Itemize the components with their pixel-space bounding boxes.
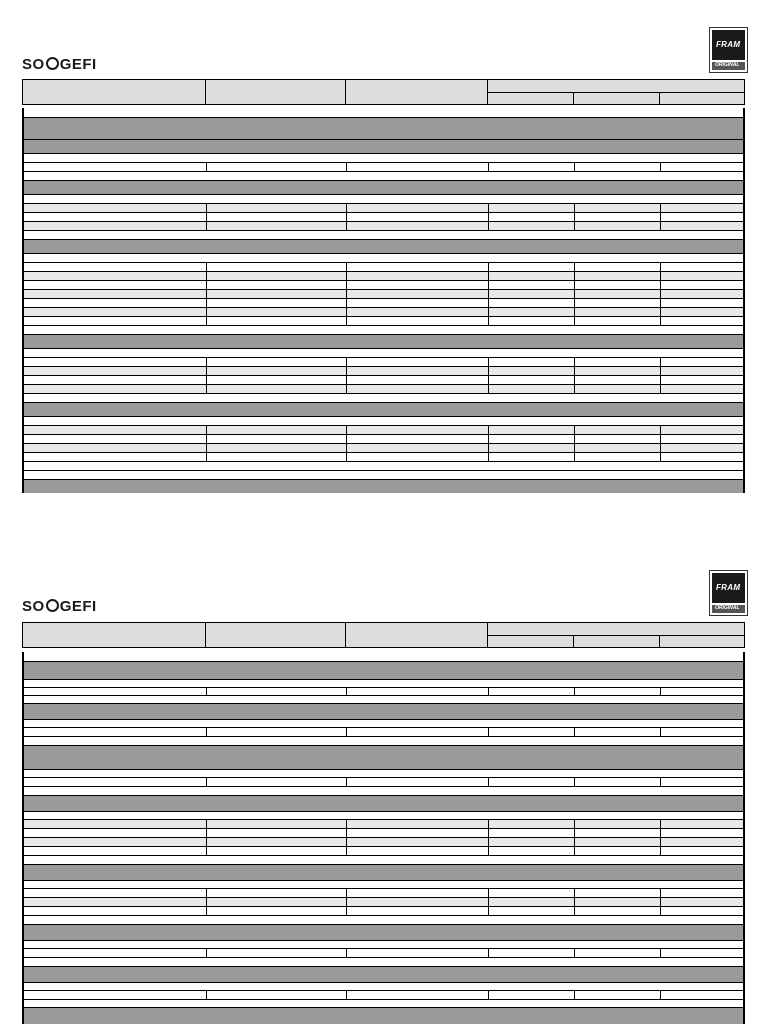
column-divider [206, 163, 207, 171]
column-divider [574, 204, 575, 212]
column-divider [488, 272, 489, 280]
column-divider [660, 222, 661, 230]
column-divider [346, 898, 347, 906]
table-row [24, 847, 743, 856]
column-divider [660, 889, 661, 897]
column-divider [346, 426, 347, 434]
column-divider [488, 820, 489, 828]
column-divider [488, 299, 489, 307]
table-row [24, 471, 743, 480]
table-row [24, 958, 743, 967]
section-band [24, 796, 743, 812]
section-band [24, 140, 743, 154]
column-divider [346, 213, 347, 221]
column-divider [346, 263, 347, 271]
table-row [24, 154, 743, 163]
column-divider [206, 435, 207, 443]
table-row [24, 417, 743, 426]
table-row [24, 949, 743, 958]
column-divider [574, 426, 575, 434]
column-divider [488, 163, 489, 171]
table-row [24, 787, 743, 796]
table-row [24, 435, 743, 444]
column-divider [346, 847, 347, 855]
column-divider [488, 949, 489, 957]
column-divider [346, 358, 347, 366]
column-divider [206, 838, 207, 846]
column-divider [346, 820, 347, 828]
table-row [24, 881, 743, 889]
table-row [24, 916, 743, 925]
column-divider [346, 444, 347, 452]
table-row [24, 907, 743, 916]
column-divider [488, 435, 489, 443]
section-band [24, 967, 743, 983]
column-divider [346, 222, 347, 230]
column-divider [346, 376, 347, 384]
column-divider [206, 358, 207, 366]
table-row [24, 394, 743, 403]
column-divider [574, 847, 575, 855]
column-divider [574, 949, 575, 957]
table-row [24, 829, 743, 838]
column-divider [488, 204, 489, 212]
table-row [24, 778, 743, 787]
fram-original-logo: FRAM ORIGINAL [709, 570, 748, 616]
column-divider [488, 444, 489, 452]
column-divider [574, 272, 575, 280]
table-row [24, 263, 743, 272]
column-divider [346, 453, 347, 461]
column-divider [574, 898, 575, 906]
column-divider [346, 907, 347, 915]
column-divider [206, 728, 207, 736]
table-row [24, 898, 743, 907]
table-row [24, 652, 743, 662]
column-divider [488, 728, 489, 736]
table-row [24, 856, 743, 865]
column-divider [660, 317, 661, 325]
column-divider [574, 376, 575, 384]
table-row [24, 426, 743, 435]
column-divider [346, 367, 347, 375]
parts-table [22, 652, 745, 1024]
column-divider [346, 728, 347, 736]
table-row [24, 231, 743, 240]
column-divider [345, 80, 488, 104]
table-row [24, 720, 743, 728]
column-divider [660, 204, 661, 212]
column-divider [205, 623, 346, 647]
column-divider [573, 636, 660, 647]
column-divider [206, 991, 207, 999]
section-band [24, 662, 743, 680]
table-row [24, 688, 743, 696]
column-divider [346, 838, 347, 846]
column-divider [573, 93, 660, 104]
column-divider [206, 204, 207, 212]
column-divider [488, 308, 489, 316]
section-band [24, 865, 743, 881]
column-divider [574, 281, 575, 289]
column-divider [487, 636, 574, 647]
sogefi-logo: SO GEFI [22, 598, 97, 615]
column-divider [574, 820, 575, 828]
column-divider [346, 272, 347, 280]
column-divider [574, 358, 575, 366]
column-divider [660, 299, 661, 307]
column-divider [574, 263, 575, 271]
column-divider [488, 263, 489, 271]
column-divider [660, 838, 661, 846]
table-row [24, 213, 743, 222]
column-divider [574, 385, 575, 393]
column-divider [346, 290, 347, 298]
column-divider [206, 898, 207, 906]
table-row [24, 462, 743, 471]
column-divider [488, 367, 489, 375]
column-divider [346, 778, 347, 786]
column-divider [206, 385, 207, 393]
column-divider [206, 290, 207, 298]
column-divider [660, 728, 661, 736]
column-divider [206, 907, 207, 915]
column-divider [346, 435, 347, 443]
column-divider [487, 93, 574, 104]
table-row [24, 204, 743, 213]
column-divider [488, 453, 489, 461]
column-divider [206, 829, 207, 837]
table-row [24, 254, 743, 263]
table-row [24, 696, 743, 704]
column-divider [488, 907, 489, 915]
parts-table [22, 108, 745, 493]
column-divider [206, 949, 207, 957]
table-row [24, 163, 743, 172]
column-divider [206, 847, 207, 855]
column-divider [205, 80, 346, 104]
table-row [24, 889, 743, 898]
column-divider [574, 299, 575, 307]
column-divider [488, 317, 489, 325]
table-row [24, 299, 743, 308]
column-divider [488, 838, 489, 846]
column-divider [574, 317, 575, 325]
table-row [24, 108, 743, 118]
column-divider [488, 688, 489, 695]
column-divider [206, 778, 207, 786]
column-divider [206, 444, 207, 452]
column-divider [660, 290, 661, 298]
column-divider [488, 290, 489, 298]
column-divider [206, 820, 207, 828]
table-row [24, 326, 743, 335]
column-divider [660, 453, 661, 461]
column-divider [488, 385, 489, 393]
table-row [24, 172, 743, 181]
sogefi-logo: SO GEFI [22, 56, 97, 73]
fram-original-logo: FRAM ORIGINAL [709, 27, 748, 73]
column-divider [346, 308, 347, 316]
section-band [24, 925, 743, 941]
table-row [24, 941, 743, 949]
column-divider [346, 385, 347, 393]
column-divider [346, 688, 347, 695]
table-row [24, 991, 743, 1000]
column-divider [574, 444, 575, 452]
table-row [24, 838, 743, 847]
table-row [24, 272, 743, 281]
table-row [24, 317, 743, 326]
column-divider [660, 213, 661, 221]
column-divider [206, 222, 207, 230]
table-row [24, 358, 743, 367]
column-divider [206, 367, 207, 375]
section-band [24, 403, 743, 417]
section-band [24, 1008, 743, 1024]
column-divider [346, 299, 347, 307]
column-divider [488, 358, 489, 366]
column-divider [574, 290, 575, 298]
column-divider [660, 907, 661, 915]
column-divider [346, 163, 347, 171]
column-divider [345, 623, 488, 647]
column-divider [206, 299, 207, 307]
column-divider [660, 263, 661, 271]
column-divider [660, 272, 661, 280]
column-divider [660, 281, 661, 289]
column-divider [346, 889, 347, 897]
header-subrow [487, 92, 744, 104]
table-row [24, 444, 743, 453]
section-band [24, 480, 743, 493]
column-divider [206, 272, 207, 280]
table-row [24, 453, 743, 462]
section-band [24, 240, 743, 254]
column-divider [346, 991, 347, 999]
table-row [24, 367, 743, 376]
table-row [24, 195, 743, 204]
column-divider [574, 367, 575, 375]
table-row [24, 983, 743, 991]
section-band [24, 118, 743, 140]
section-band [24, 704, 743, 720]
column-divider [574, 728, 575, 736]
table-row [24, 737, 743, 746]
column-divider [23, 623, 206, 647]
column-divider [206, 263, 207, 271]
column-divider [660, 847, 661, 855]
section-band [24, 335, 743, 349]
column-divider [206, 889, 207, 897]
table-header [22, 622, 745, 648]
column-divider [488, 281, 489, 289]
section-band [24, 746, 743, 770]
column-divider [574, 991, 575, 999]
column-divider [346, 949, 347, 957]
section-band [24, 181, 743, 195]
column-divider [660, 308, 661, 316]
table-row [24, 728, 743, 737]
column-divider [488, 778, 489, 786]
table-row [24, 820, 743, 829]
column-divider [206, 308, 207, 316]
column-divider [488, 222, 489, 230]
column-divider [206, 426, 207, 434]
column-divider [574, 435, 575, 443]
column-divider [346, 317, 347, 325]
column-divider [488, 213, 489, 221]
table-row [24, 222, 743, 231]
column-divider [206, 453, 207, 461]
table-row [24, 1000, 743, 1008]
column-divider [660, 444, 661, 452]
column-divider [206, 688, 207, 695]
column-divider [574, 213, 575, 221]
column-divider [488, 829, 489, 837]
column-divider [574, 829, 575, 837]
table-row [24, 385, 743, 394]
column-divider [574, 907, 575, 915]
column-divider [488, 898, 489, 906]
column-divider [574, 163, 575, 171]
column-divider [488, 376, 489, 384]
table-header [22, 79, 745, 105]
table-row [24, 290, 743, 299]
table-row [24, 281, 743, 290]
header-subrow [487, 635, 744, 647]
column-divider [660, 367, 661, 375]
column-divider [488, 426, 489, 434]
table-row [24, 770, 743, 778]
table-row [24, 376, 743, 385]
column-divider [346, 829, 347, 837]
column-divider [660, 778, 661, 786]
column-divider [660, 949, 661, 957]
column-divider [488, 847, 489, 855]
column-divider [574, 889, 575, 897]
column-divider [574, 308, 575, 316]
column-divider [660, 991, 661, 999]
column-divider [660, 376, 661, 384]
column-divider [206, 317, 207, 325]
table-row [24, 812, 743, 820]
column-divider [488, 889, 489, 897]
column-divider [660, 426, 661, 434]
table-row [24, 308, 743, 317]
table-row [24, 349, 743, 358]
column-divider [660, 829, 661, 837]
column-divider [574, 453, 575, 461]
column-divider [660, 688, 661, 695]
column-divider [660, 358, 661, 366]
column-divider [346, 281, 347, 289]
column-divider [574, 838, 575, 846]
column-divider [574, 222, 575, 230]
column-divider [206, 213, 207, 221]
column-divider [660, 163, 661, 171]
column-divider [574, 778, 575, 786]
column-divider [206, 281, 207, 289]
column-divider [346, 204, 347, 212]
column-divider [660, 820, 661, 828]
column-divider [660, 435, 661, 443]
column-divider [23, 80, 206, 104]
column-divider [660, 385, 661, 393]
column-divider [488, 991, 489, 999]
table-row [24, 680, 743, 688]
column-divider [660, 898, 661, 906]
column-divider [206, 376, 207, 384]
column-divider [574, 688, 575, 695]
